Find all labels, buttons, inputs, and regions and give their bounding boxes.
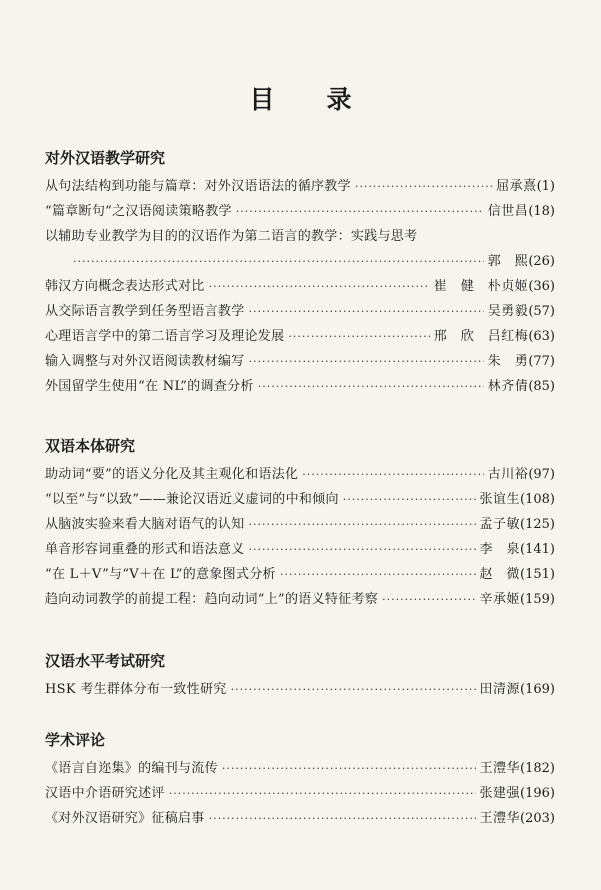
- page-title: [0, 80, 601, 116]
- entry-title: 从交际语言教学到任务型语言教学: [45, 304, 245, 319]
- entry-title: 输入调整与对外汉语阅读教材编写: [45, 354, 245, 369]
- entry-page: (141): [520, 542, 555, 557]
- entry-author: 田清源: [479, 682, 521, 697]
- dot-leader: [280, 562, 476, 587]
- section-teaching-research: [45, 147, 555, 399]
- section-academic-review: [45, 729, 555, 831]
- toc-entry: [45, 324, 555, 349]
- entry-page: (196): [520, 786, 555, 801]
- entry-author: 辛承姬: [479, 592, 521, 607]
- dot-leader: [249, 349, 484, 374]
- dot-leader: [169, 781, 476, 806]
- toc-entry: [45, 274, 555, 299]
- entry-author: 郭 熙: [487, 254, 529, 269]
- entry-title: 以辅助专业教学为目的的汉语作为第二语言的教学：实践与思考: [45, 229, 418, 244]
- dot-leader: [209, 274, 430, 299]
- dot-leader: [249, 512, 476, 537]
- dot-leader: [249, 299, 484, 324]
- toc-entry: [45, 562, 555, 587]
- entry-title: 韩汉方向概念表达形式对比: [45, 279, 205, 294]
- toc-entry: [45, 224, 555, 249]
- entry-page: (203): [520, 811, 555, 826]
- dot-leader: [249, 537, 476, 562]
- entry-author: 朱 勇: [487, 354, 529, 369]
- toc-entry: [45, 677, 555, 702]
- entry-title: 趋向动词教学的前提工程：趋向动词“上”的语义特征考察: [45, 592, 379, 607]
- toc-entry: [45, 806, 555, 831]
- entry-author: 赵 微: [479, 567, 521, 582]
- section-hsk-research: [45, 650, 555, 702]
- entry-author: 邢 欣 吕红梅: [433, 329, 529, 344]
- dot-leader: [73, 249, 484, 274]
- entry-page: (36): [528, 279, 555, 294]
- toc-entry: [45, 462, 555, 487]
- entry-title: 单音形容词重叠的形式和语法意义: [45, 542, 245, 557]
- entry-title: “篇章断句”之汉语阅读策略教学: [45, 204, 232, 219]
- toc-entry: [45, 537, 555, 562]
- toc-entry: [45, 756, 555, 781]
- section-heading: 学术评论: [45, 731, 106, 749]
- entry-author: 王澧华: [479, 811, 521, 826]
- dot-leader: [288, 324, 429, 349]
- entry-author: 孟子敏: [479, 517, 521, 532]
- entry-title: 《对外汉语研究》征稿启事: [45, 811, 205, 826]
- entry-page: (57): [528, 304, 555, 319]
- entry-page: (1): [536, 179, 555, 194]
- toc-entry-continuation: [45, 249, 555, 274]
- entry-title: “以至”与“以致”——兼论汉语近义虚词的中和倾向: [45, 492, 339, 507]
- entry-page: (151): [520, 567, 555, 582]
- section-heading: 双语本体研究: [45, 437, 136, 455]
- entry-page: (18): [528, 204, 555, 219]
- entry-title: “在 L＋V”与“V＋在 L”的意象图式分析: [45, 567, 276, 582]
- dot-leader: [209, 806, 476, 831]
- entry-page: (97): [528, 467, 555, 482]
- title-char-1: 目: [249, 85, 275, 114]
- entry-page: (182): [520, 761, 555, 776]
- toc-entry: [45, 512, 555, 537]
- section-heading: 汉语水平考试研究: [45, 652, 166, 670]
- entry-page: (63): [528, 329, 555, 344]
- entry-page: (169): [520, 682, 555, 697]
- entry-title: 从句法结构到功能与篇章：对外汉语语法的循序教学: [45, 179, 351, 194]
- toc-entry: [45, 299, 555, 324]
- entry-author: 屈承熹: [496, 179, 537, 194]
- entry-author: 王澧华: [479, 761, 521, 776]
- entry-title: 《语言自迩集》的编刊与流传: [45, 761, 218, 776]
- section-heading: 对外汉语教学研究: [45, 149, 166, 167]
- entry-author: 信世昌: [487, 204, 529, 219]
- dot-leader: [382, 587, 475, 612]
- entry-title: 外国留学生使用“在 NL”的调查分析: [45, 379, 254, 394]
- toc-entry: [45, 199, 555, 224]
- dot-leader: [355, 174, 492, 199]
- toc-entry: [45, 781, 555, 806]
- entry-title: 助动词“要”的语义分化及其主观化和语法化: [45, 467, 299, 482]
- entry-page: (108): [520, 492, 555, 507]
- dot-leader: [258, 374, 484, 399]
- entry-title: 汉语中介语研究述评: [45, 786, 165, 801]
- toc-entry: [45, 374, 555, 399]
- entry-author: 林齐倩: [487, 379, 529, 394]
- entry-author: 吴勇毅: [487, 304, 529, 319]
- entry-author: 张谊生: [479, 492, 521, 507]
- dot-leader: [222, 756, 476, 781]
- dot-leader: [302, 462, 484, 487]
- toc-entry: [45, 174, 555, 199]
- entry-title: 从脑波实验来看大脑对语气的认知: [45, 517, 245, 532]
- entry-page: (26): [528, 254, 555, 269]
- entry-title: 心理语言学中的第二语言学习及理论发展: [45, 329, 285, 344]
- entry-author: 张建强: [479, 786, 521, 801]
- title-char-2: 录: [326, 85, 352, 114]
- entry-page: (159): [520, 592, 555, 607]
- entry-author: 崔 健 朴贞姬: [433, 279, 529, 294]
- entry-page: (125): [520, 517, 555, 532]
- section-bilingual-research: [45, 435, 555, 612]
- toc-entry: [45, 487, 555, 512]
- dot-leader: [236, 199, 484, 224]
- toc-entry: [45, 587, 555, 612]
- entry-author: 李 泉: [479, 542, 521, 557]
- entry-author: 古川裕: [487, 467, 529, 482]
- entry-page: (85): [528, 379, 555, 394]
- entry-title: HSK 考生群体分布一致性研究: [45, 682, 227, 697]
- entry-page: (77): [528, 354, 555, 369]
- toc-entry: [45, 349, 555, 374]
- dot-leader: [231, 677, 476, 702]
- dot-leader: [343, 487, 476, 512]
